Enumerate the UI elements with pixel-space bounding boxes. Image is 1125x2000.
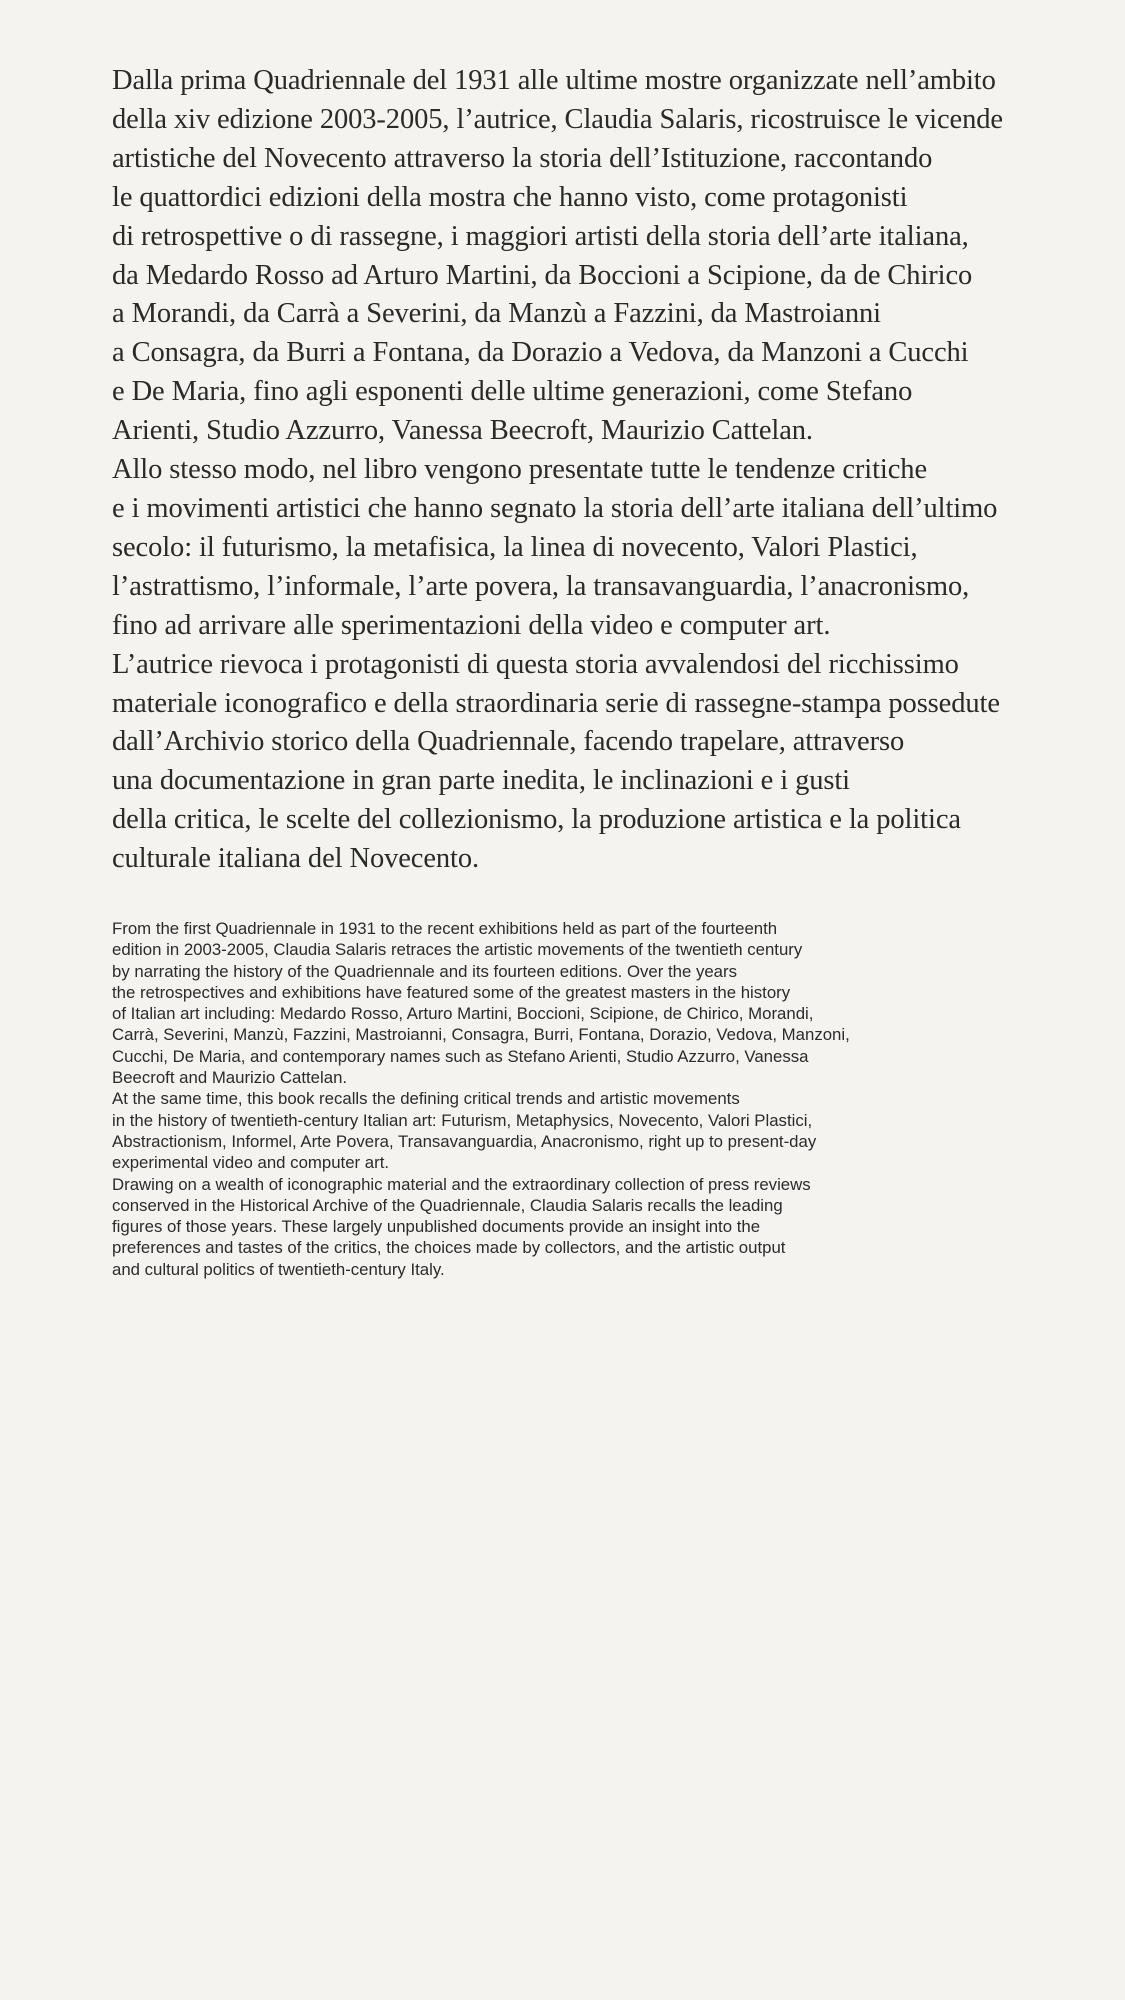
italian-line: della xiv edizione 2003-2005, l’autrice, Claudia Salaris, ricostruisce le vicende: [112, 103, 1003, 135]
italian-line: secolo: il futurismo, la metafisica, la linea di novecento, Valori Plastici,: [112, 531, 918, 563]
italian-line: una documentazione in gran parte inedita, le inclinazioni e i gusti: [112, 765, 851, 797]
english-line: by narrating the history of the Quadriennale and its fourteen editions. Over the years: [112, 961, 737, 981]
english-line: Drawing on a wealth of iconographic material and the extraordinary collection of press reviews: [112, 1174, 811, 1194]
italian-line: l’astrattismo, l’informale, l’arte povera, la transavanguardia, l’anacronismo,: [112, 570, 970, 602]
english-line: edition in 2003-2005, Claudia Salaris retraces the artistic movements of the twentieth century: [112, 940, 803, 960]
italian-line: dall’Archivio storico della Quadriennale, facendo trapelare, attraverso: [112, 726, 905, 758]
english-line: experimental video and computer art.: [112, 1153, 390, 1173]
english-line: Carrà, Severini, Manzù, Fazzini, Mastroianni, Consagra, Burri, Fontana, Dorazio, Vedova, Manzoni,: [112, 1025, 850, 1045]
italian-line: artistiche del Novecento attraverso la storia dell’Istituzione, raccontando: [112, 142, 933, 174]
english-line: of Italian art including: Medardo Rosso, Arturo Martini, Boccioni, Scipione, de Chirico, Morandi,: [112, 1004, 814, 1024]
italian-line: L’autrice rievoca i protagonisti di questa storia avvalendosi del ricchissimo: [112, 648, 959, 680]
italian-line: culturale italiana del Novecento.: [112, 843, 480, 875]
english-line: From the first Quadriennale in 1931 to the recent exhibitions held as part of the fourteenth: [112, 919, 778, 938]
italian-line: Arienti, Studio Azzurro, Vanessa Beecroft, Maurizio Cattelan.: [112, 415, 813, 447]
english-line: and cultural politics of twentieth-century Italy.: [112, 1259, 445, 1279]
italian-line: e i movimenti artistici che hanno segnato la storia dell’arte italiana dell’ultimo: [112, 492, 998, 524]
italian-line: Dalla prima Quadriennale del 1931 alle ultime mostre organizzate nell’ambito: [112, 65, 996, 96]
english-description: [112, 918, 1052, 1280]
english-line: Beecroft and Maurizio Cattelan.: [112, 1068, 348, 1088]
italian-line: da Medardo Rosso ad Arturo Martini, da Boccioni a Scipione, da de Chirico: [112, 259, 973, 291]
italian-line: di retrospettive o di rassegne, i maggiori artisti della storia dell’arte italiana,: [112, 220, 969, 252]
english-line: preferences and tastes of the critics, the choices made by collectors, and the artistic output: [112, 1238, 786, 1258]
italian-line: e De Maria, fino agli esponenti delle ultime generazioni, come Stefano: [112, 376, 913, 408]
italian-description: [112, 62, 1042, 879]
italian-line: Allo stesso modo, nel libro vengono presentate tutte le tendenze critiche: [112, 454, 927, 486]
english-line: At the same time, this book recalls the defining critical trends and artistic movements: [112, 1089, 740, 1109]
italian-line: a Consagra, da Burri a Fontana, da Dorazio a Vedova, da Manzoni a Cucchi: [112, 337, 969, 369]
english-line: Abstractionism, Informel, Arte Povera, Transavanguardia, Anacronismo, right up to present-day: [112, 1131, 817, 1151]
english-line: the retrospectives and exhibitions have featured some of the greatest masters in the history: [112, 982, 791, 1002]
english-line: figures of those years. These largely unpublished documents provide an insight into the: [112, 1217, 761, 1237]
italian-line: della critica, le scelte del collezionismo, la produzione artistica e la politica: [112, 804, 961, 836]
italian-line: fino ad arrivare alle sperimentazioni della video e computer art.: [112, 609, 831, 641]
english-line: Cucchi, De Maria, and contemporary names such as Stefano Arienti, Studio Azzurro, Vanessa: [112, 1046, 809, 1066]
italian-line: a Morandi, da Carrà a Severini, da Manzù a Fazzini, da Mastroianni: [112, 298, 881, 330]
english-line: conserved in the Historical Archive of the Quadriennale, Claudia Salaris recalls the leading: [112, 1195, 783, 1215]
italian-line: materiale iconografico e della straordinaria serie di rassegne-stampa possedute: [112, 687, 1000, 719]
italian-line: le quattordici edizioni della mostra che hanno visto, come protagonisti: [112, 181, 908, 213]
english-line: in the history of twentieth-century Italian art: Futurism, Metaphysics, Novecento, Valori Plastici,: [112, 1110, 813, 1130]
